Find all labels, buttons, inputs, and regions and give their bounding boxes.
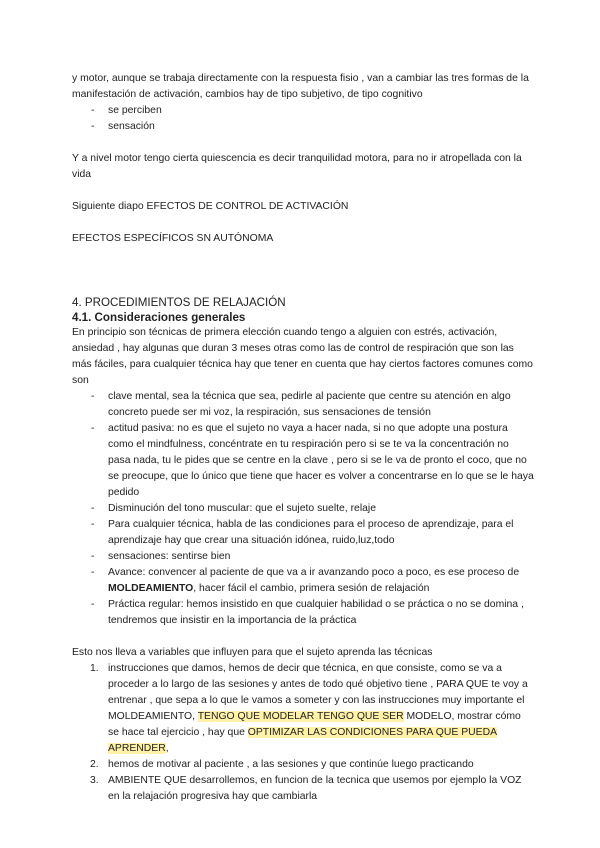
- list-item: [90, 661, 534, 757]
- item-number: 2.: [90, 759, 99, 770]
- bullet-list-cognitivo: [72, 103, 534, 135]
- paragraph-variables: Esto nos lleva a variables que influyen para que el sujeto aprenda las técnicas: [72, 647, 433, 658]
- paragraph-siguiente-diapo: Siguiente diapo EFECTOS DE CONTROL DE ACTIVACIÓN: [72, 201, 349, 212]
- list-item: - sensación: [91, 119, 534, 135]
- item-text: instrucciones que damos, hemos de decir que técnica, en que consiste, como se va a proceder a lo largo de las sesiones y antes de todo qué objetivo tiene , PARA QUE te voy a entrenar , que sepa a lo que le vamos a someter y con las instrucciones muy importante el MOLDEAMIENTO,: [108, 663, 528, 722]
- list-item: [91, 565, 534, 597]
- item-text: hemos de motivar al paciente , a las sesiones y que continúe luego practicando: [108, 759, 474, 770]
- item-text: Avance: convencer al paciente de que va a ir avanzando poco a poco, es ese proceso de: [108, 567, 520, 578]
- item-text: , hacer fácil el cambio, primera sesión de relajación: [193, 583, 430, 594]
- item-text: ,: [165, 743, 169, 754]
- paragraph-nivel-motor: Y a nivel motor tengo cierta quiescencia es decir tranquilidad motora, para no ir atropellada con la vida: [72, 153, 522, 180]
- paragraph-motor: y motor, aunque se trabaja directamente con la respuesta fisio , van a cambiar las tres formas de la manifestación de activación, cambios hay de tipo subjetivo, de tipo cognitivo: [72, 73, 529, 100]
- bold-term: MOLDEAMIENTO: [108, 583, 194, 594]
- list-item: - clave mental, sea la técnica que sea, pedirle al paciente que centre su atención en algo concreto puede ser mi voz, la respiración, sus sensaciones de tensión: [91, 389, 534, 421]
- list-item: - Para cualquier técnica, habla de las condiciones para el proceso de aprendizaje, para el aprendizaje hay que crear una situación idónea, ruido,luz,todo: [91, 517, 534, 549]
- paragraph-efectos-especificos: EFECTOS ESPECÍFICOS SN AUTÓNOMA: [72, 233, 274, 244]
- list-item: - se perciben: [91, 103, 534, 119]
- list-item: - actitud pasiva: no es que el sujeto no vaya a hacer nada, si no que adopte una postura como el mindfulness, concéntrate en tu respiración pero si se te va la concentración no pasa nada, tu le pides que se centre en la clave , pero si se le va de pronto el coco, que no se preocupe, que lo único que tiene que hacer es volver a concentrarse en lo que se le haya pedido: [91, 421, 534, 501]
- list-item: - Práctica regular: hemos insistido en que cualquier habilidad o se práctica o no se domina , tendremos que insistir en la importancia de la práctica: [91, 597, 534, 629]
- section-heading: 4. PROCEDIMIENTOS DE RELAJACIÓN: [72, 296, 286, 309]
- bullet-list-factores: [72, 389, 534, 629]
- highlighted-text: TENGO QUE MODELAR TENGO QUE SER: [197, 711, 404, 722]
- item-text: MODELO, mostrar cómo se hace tal ejercicio , hay que: [108, 711, 521, 738]
- list-item: [90, 757, 534, 773]
- highlighted-text: OPTIMIZAR LAS CONDICIONES PARA QUE PUEDA APRENDER: [108, 727, 498, 754]
- paragraph-intro: En principio son técnicas de primera elección cuando tengo a alguien con estrés, activación, ansiedad , hay algunas que duran 3 meses otras como las de control de respiración que son las más fáciles, para cualquier técnica hay que tener en cuenta que hay ciertos factores comunes como son: [72, 327, 533, 386]
- item-text: AMBIENTE QUE desarrollemos, en funcion de la tecnica que usemos por ejemplo la VOZ en la relajación progresiva hay que cambiarla: [108, 775, 522, 802]
- document-page: [72, 71, 534, 805]
- subsection-heading: 4.1. Consideraciones generales: [72, 311, 246, 324]
- item-number: 3.: [90, 775, 99, 786]
- list-item: - sensaciones: sentirse bien: [91, 549, 534, 565]
- item-number: 1.: [90, 663, 99, 674]
- list-item: [90, 773, 534, 805]
- numbered-list-variables: [72, 661, 534, 805]
- list-item: - Disminución del tono muscular: que el sujeto suelte, relaje: [91, 501, 534, 517]
